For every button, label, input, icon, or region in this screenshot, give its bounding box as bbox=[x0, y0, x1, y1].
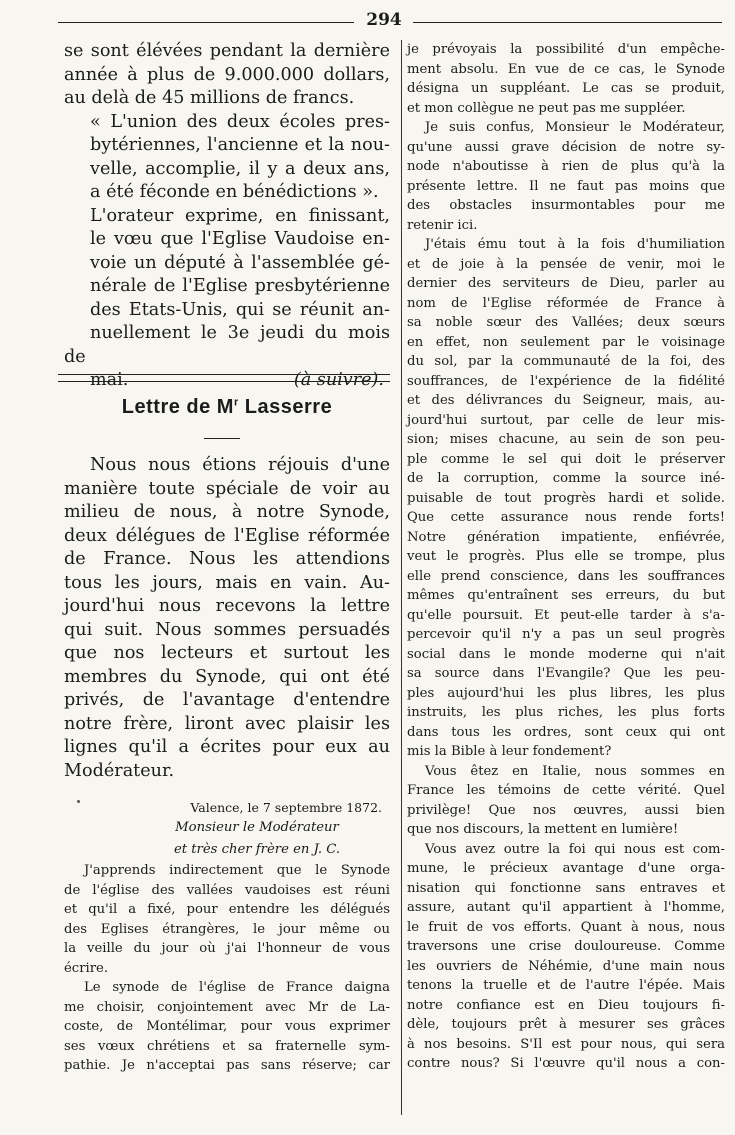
title-dash bbox=[204, 438, 240, 439]
text-line: et de joie à la pensée de venir, moi le bbox=[407, 256, 725, 272]
text-line: jourd'hui nous recevons la lettre bbox=[64, 596, 390, 616]
letter-paragraph bbox=[407, 762, 725, 840]
text-line: souffrances, de l'expérience de la fidélité bbox=[407, 373, 725, 389]
text-line: Vous êtez en Italie, nous sommes en bbox=[425, 763, 725, 779]
text-line: percevoir qu'il n'y a pas un seul progrès bbox=[407, 627, 725, 642]
page-header bbox=[58, 10, 722, 32]
text-line: Modérateur. bbox=[64, 760, 175, 781]
text-line: de la corruption, comme la source iné- bbox=[407, 471, 725, 486]
article-title bbox=[64, 396, 390, 419]
article-title-sup: r bbox=[233, 396, 239, 409]
text-line: Je suis confus, Monsieur le Modérateur, bbox=[425, 120, 725, 135]
text-line: tous les jours, mais en vain. Au- bbox=[64, 572, 390, 593]
text-line: milieu de nous, à notre Synode, bbox=[64, 502, 390, 522]
text-line: désigna un suppléant. Le cas se produit, bbox=[407, 81, 725, 96]
text-line: que nos discours, la mettent en lumière! bbox=[407, 822, 679, 837]
text-line: la veille du jour où j'ai l'honneur de vous bbox=[64, 941, 390, 956]
text-line: qu'elle poursuit. Et peut-elle tarder à s'a- bbox=[407, 607, 725, 623]
text-line: notre confiance est en Dieu toujours fi- bbox=[407, 997, 725, 1013]
text-line: du sol, par la communauté de la foi, des bbox=[407, 354, 725, 369]
text-line: lignes qu'il a écrites pour eux au bbox=[64, 737, 390, 757]
left-column-continued-text bbox=[64, 40, 390, 393]
text-line: Le synode de l'église de France daigna bbox=[84, 980, 390, 995]
text-line: que nos lecteurs et surtout les bbox=[64, 643, 390, 663]
text-line: Que cette assurance nous rende forts! bbox=[407, 510, 725, 525]
text-line: traversons une crise douloureuse. Comme bbox=[407, 939, 725, 954]
header-rule-left bbox=[58, 22, 354, 23]
text-line: le vœu que l'Eglise Vaudoise en- bbox=[90, 229, 390, 249]
text-line: écrire. bbox=[64, 960, 109, 976]
text-line: elle prend conscience, dans les souffrances bbox=[407, 568, 725, 584]
text-line: de l'église des vallées vaudoises est réuni bbox=[64, 882, 390, 898]
text-line: nisation qui fonctionne sans entraves et bbox=[407, 880, 725, 896]
text-line: Vous avez outre la foi qui nous est com- bbox=[425, 841, 725, 857]
text-line: ment absolu. En vue de ce cas, le Synode bbox=[407, 61, 725, 77]
text-line: Nous nous étions réjouis d'une bbox=[90, 455, 390, 475]
text-line: deux délégues de l'Eglise réformée bbox=[64, 525, 390, 546]
letter-paragraph bbox=[407, 235, 725, 762]
article-intro bbox=[64, 454, 390, 783]
text-line: ples aujourd'hui les plus libres, les plus bbox=[407, 685, 725, 701]
text-line: de France. Nous les attendions bbox=[64, 549, 390, 569]
letter-dateline: Valence, le 7 septembre 1872. bbox=[190, 800, 382, 815]
text-line: assure, autant qu'il appartient à l'homme, bbox=[407, 900, 725, 915]
text-line: sa noble sœur des Vallées; deux sœurs bbox=[407, 315, 725, 330]
letter-paragraph bbox=[407, 840, 725, 1074]
text-line: dernier des serviteurs de Dieu, parler au bbox=[407, 276, 725, 291]
text-line: des obstacles insurmontables pour me bbox=[407, 198, 725, 213]
paragraph bbox=[64, 40, 390, 111]
text-line: France les témoins de cette vérité. Quel bbox=[407, 783, 725, 798]
text-line: notre frère, liront avec plaisir les bbox=[64, 713, 390, 734]
article-title-end: Lasserre bbox=[238, 396, 333, 418]
letter-paragraph bbox=[64, 861, 390, 978]
letter-start bbox=[64, 798, 390, 1076]
text-line: et qu'il a fixé, pour entendre les délégués bbox=[64, 902, 390, 917]
text-line: année à plus de 9.000.000 dollars, bbox=[64, 64, 390, 85]
text-line: qu'une aussi grave décision de notre sy- bbox=[407, 139, 725, 155]
intro-paragraph bbox=[64, 454, 390, 783]
article-title-main: Lettre de M bbox=[121, 396, 234, 418]
text-line: au delà de 45 millions de francs. bbox=[64, 88, 355, 108]
text-line: sa source dans l'Evangile? Que les peu- bbox=[407, 666, 725, 681]
salutation-line-1: Monsieur le Modérateur bbox=[175, 820, 339, 835]
letter-paragraph bbox=[407, 40, 725, 118]
text-line: dèle, toujours prêt à mesurer ses grâces bbox=[407, 1017, 725, 1032]
text-line: en effet, non seulement par le voisinage bbox=[407, 334, 725, 350]
text-line: coste, de Montélimar, pour vous exprimer bbox=[64, 1019, 390, 1034]
paragraph bbox=[64, 111, 390, 205]
text-line: manière toute spéciale de voir au bbox=[64, 478, 390, 499]
paragraph bbox=[64, 205, 390, 393]
text-line: a été féconde en bénédictions ». bbox=[90, 182, 379, 202]
text-line: J'étais ému tout à la fois d'humiliation bbox=[425, 237, 725, 252]
text-line: nuellement le 3e jeudi du mois de bbox=[64, 323, 390, 367]
text-line: membres du Synode, qui ont été bbox=[64, 666, 390, 687]
text-line: tenons la truelle et de l'autre l'épée. Mais bbox=[407, 978, 725, 993]
text-line: retenir ici. bbox=[407, 217, 478, 233]
text-line: Notre génération impatiente, enfiévrée, bbox=[407, 529, 725, 545]
text-line: bytériennes, l'ancienne et la nou- bbox=[90, 135, 390, 155]
last-word: mai. bbox=[90, 370, 129, 390]
text-line: veut le progrès. Plus elle se trompe, plus bbox=[407, 549, 725, 564]
page-number: 294 bbox=[366, 10, 402, 30]
text-line: et des délivrances du Seigneur, mais, au- bbox=[407, 393, 725, 408]
text-line: dans tous les ordres, sont ceux qui ont bbox=[407, 724, 725, 740]
letter-paragraph bbox=[407, 118, 725, 235]
text-line: privilège! Que nos œuvres, aussi bien bbox=[407, 802, 725, 818]
text-line: présente lettre. Il ne faut pas moins que bbox=[407, 178, 725, 194]
text-line: social dans le monde moderne qui n'ait bbox=[407, 646, 725, 662]
text-line: à nos besoins. S'Il est pour nous, qui sera bbox=[407, 1036, 725, 1052]
text-line: pathie. Je n'acceptai pas sans réserve; car bbox=[64, 1058, 390, 1073]
text-line: nom de l'Eglise réformée de France à bbox=[407, 295, 725, 311]
text-line: jourd'hui surtout, par celle de leur mis- bbox=[407, 412, 725, 428]
text-line: « L'union des deux écoles pres- bbox=[90, 111, 390, 132]
text-line: des Etats-Unis, qui se réunit an- bbox=[90, 299, 390, 320]
text-line: voie un député à l'assemblée gé- bbox=[90, 252, 390, 273]
text-line: node n'aboutisse à rien de plus qu'à la bbox=[407, 159, 725, 174]
text-line: qui suit. Nous sommes persuadés bbox=[64, 619, 390, 640]
text-line: contre nous? Si l'œuvre qu'il nous a con- bbox=[407, 1056, 725, 1071]
text-line: velle, accomplie, il y a deux ans, bbox=[90, 158, 390, 179]
letter-salutation bbox=[64, 817, 390, 861]
text-line: J'apprends indirectement que le Synode bbox=[84, 863, 390, 878]
column-divider bbox=[401, 40, 402, 1115]
text-line: me choisir, conjointement avec Mr de La- bbox=[64, 999, 390, 1015]
text-line: puisable de tout progrès hardi et solide. bbox=[407, 490, 725, 506]
header-rule-right bbox=[413, 22, 722, 23]
section-separator-rule bbox=[58, 374, 390, 382]
text-line: sion; mises chacune, au sein de son peu- bbox=[407, 432, 725, 447]
right-column-text bbox=[407, 40, 725, 1074]
text-line: mune, le précieux avantage d'une orga- bbox=[407, 861, 725, 876]
salutation-line-2: et très cher frère en J. C. bbox=[173, 842, 341, 857]
text-line: des Eglises étrangères, le jour même ou bbox=[64, 921, 390, 937]
text-line: mis la Bible à leur fondement? bbox=[407, 744, 612, 759]
text-line: ple comme le sel qui doit le préserver bbox=[407, 451, 725, 467]
text-line: et mon collègue ne peut pas me suppléer. bbox=[407, 100, 686, 116]
text-line: ses vœux chrétiens et sa fraternelle sym- bbox=[64, 1038, 390, 1054]
text-line: le fruit de vos efforts. Quant à nous, nous bbox=[407, 919, 725, 935]
text-line: nérale de l'Eglise presbytérienne bbox=[90, 276, 390, 296]
text-line: je prévoyais la possibilité d'un empêche- bbox=[407, 42, 725, 57]
text-line: les ouvriers de Néhémie, d'une main nous bbox=[407, 958, 725, 974]
text-line: se sont élévées pendant la dernière bbox=[64, 41, 390, 61]
text-line: mêmes qu'entraînent ses erreurs, du but bbox=[407, 588, 725, 603]
text-line: instruits, les plus riches, les plus forts bbox=[407, 705, 725, 720]
to-be-continued: (à suivre). bbox=[293, 370, 384, 390]
text-line: privés, de l'avantage d'entendre bbox=[64, 690, 390, 710]
text-line: L'orateur exprime, en finissant, bbox=[90, 205, 390, 226]
letter-paragraphs bbox=[64, 861, 390, 1076]
letter-paragraph bbox=[64, 978, 390, 1076]
